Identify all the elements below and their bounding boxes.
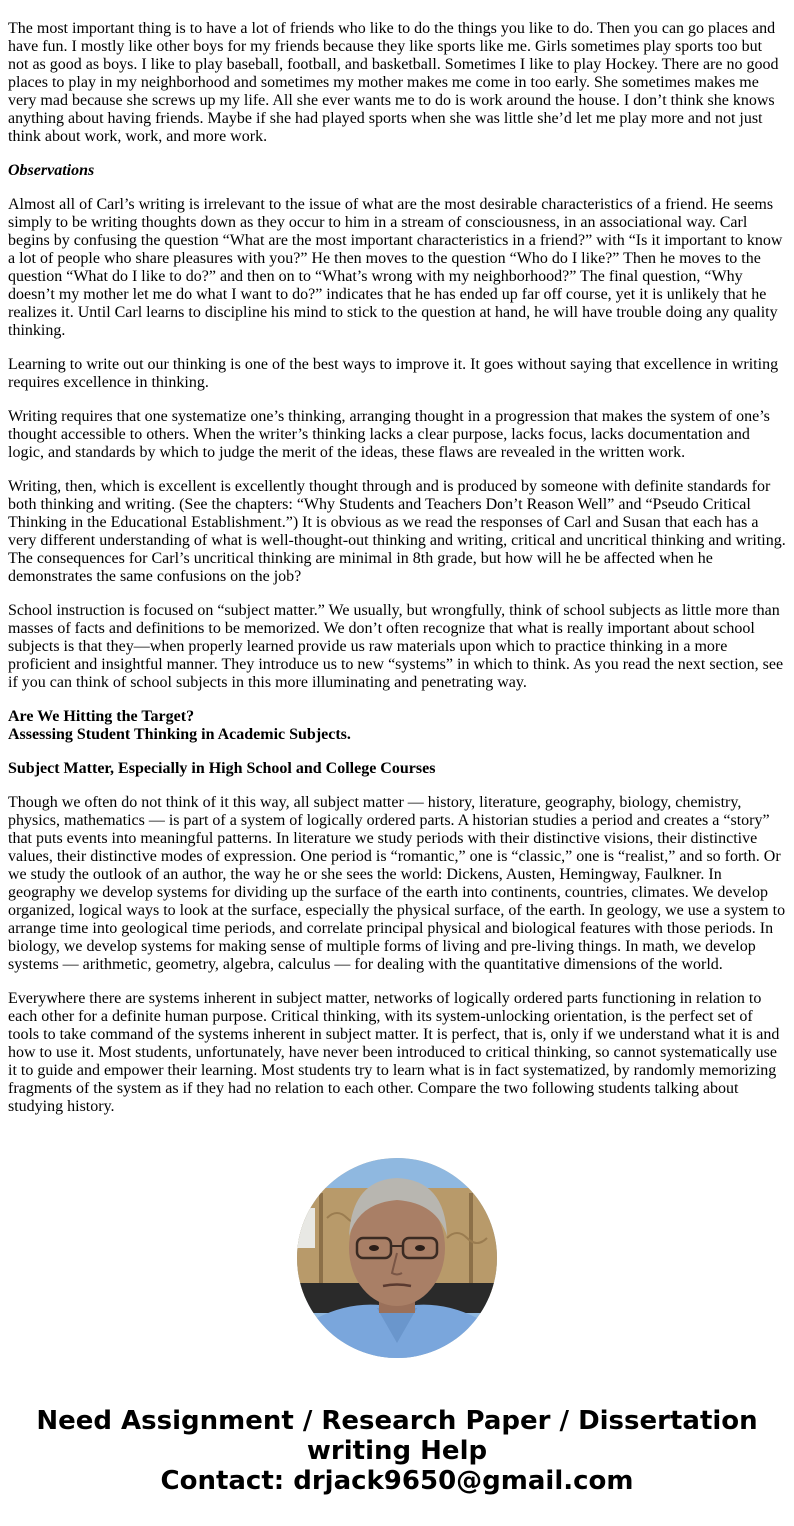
section-heading-target <box>8 708 786 744</box>
observations-heading: Observations <box>8 162 95 179</box>
paragraph-writing-requires: Writing requires that one systematize one’s thinking, arranging thought in a progression that makes the system of one’s thought accessible to others. When the writer’s thinking lacks a clear purpose, lacks focus, lacks documentation and logic, and standards by which to judge the merit of the ideas, these flaws are revealed in the written work. <box>8 408 770 461</box>
paragraph-writing-then: Writing, then, which is excellent is excellently thought through and is produced by someone with definite standards for both thinking and writing. (See the chapters: “Why Students and Teachers Don’t Reason Well” and “Pseudo Critical Thinking in the Educational Establishment.”) It is obvious as we read the responses of Carl and Susan that each has a very different understanding of what is well-thought-out thinking and writing, critical and uncritical thinking and writing. The consequences for Carl’s uncritical thinking are minimal in 8th grade, but how will he be affected when he demonstrates the same confusions on the job? <box>8 478 786 585</box>
section-heading-target-line2: Assessing Student Thinking in Academic Subjects. <box>8 726 351 743</box>
paragraph-subject-matter: Though we often do not think of it this way, all subject matter — history, literature, geography, biology, chemistry, physics, mathematics — is part of a system of logically ordered parts. A historian studies a period and creates a “story” that puts events into meaningful patterns. In literature we study periods with their distinctive visions, their distinctive values, their distinctive modes of expression. One period is “romantic,” one is “classic,” one is “realist,” and so forth. Or we study the outlook of an author, the way he or she sees the world: Dickens, Austen, Hemingway, Faulkner. In geography we develop systems for dividing up the surface of the earth into continents, countries, climates. We develop organized, logical ways to look at the surface, especially the physical surface, of the earth. In geology, we use a system to arrange time into geological time periods, and correlate principal physical and biological features with those periods. In biology, we develop systems for making sense of multiple forms of living and pre-living things. In math, we develop systems — arithmetic, geometry, algebra, calculus — for dealing with the quantitative dimensions of the world. <box>8 794 786 973</box>
contact-banner <box>0 1406 794 1526</box>
contact-banner-line1: Need Assignment / Research Paper / Dissertation <box>36 1406 758 1436</box>
section-heading-target-line1: Are We Hitting the Target? <box>8 708 195 725</box>
section-heading-subject-matter: Subject Matter, Especially in High School and College Courses <box>8 760 436 777</box>
profile-photo <box>297 1158 497 1358</box>
paragraph-observations: Almost all of Carl’s writing is irrelevant to the issue of what are the most desirable characteristics of a friend. He seems simply to be writing thoughts down as they occur to him in a stream of consciousness, in an associational way. Carl begins by confusing the question “What are the most important characteristics in a friend?” with “Is it important to know a lot of people who share pleasures with you?” He then moves to the question “Who do I like?” Then he moves to the question “What do I like to do?” and then on to “What’s wrong with my neighborhood?” The final question, “Why doesn’t my mother let me do what I want to do?” indicates that he has ended up far off course, yet it is unlikely that he realizes it. Until Carl learns to discipline his mind to stick to the question at hand, he will have trouble doing any quality thinking. <box>8 196 783 339</box>
paragraph-learning-to-write: Learning to write out our thinking is one of the best ways to improve it. It goes without saying that excellence in writing requires excellence in thinking. <box>8 356 779 391</box>
paragraph-school-instruction: School instruction is focused on “subject matter.” We usually, but wrongfully, think of school subjects as little more than masses of facts and definitions to be memorized. We don’t often recognize that what is really important about school subjects is that they—when properly learned provide us raw materials upon which to practice thinking in a more proficient and insightful manner. They introduce us to new “systems” in which to think. As you read the next section, see if you can think of school subjects in this more illuminating and penetrating way. <box>8 602 784 691</box>
paragraph-carl-response: The most important thing is to have a lot of friends who like to do the things you like to do. Then you can go places and have fun. I mostly like other boys for my friends because they like sports like me. Girls sometimes play sports too but not as good as boys. I like to play baseball, football, and basketball. Sometimes I like to play Hockey. There are no good places to play in my neighborhood and sometimes my mother makes me come in too early. She sometimes makes me very mad because she screws up my life. All she ever wants me to do is work around the house. I don’t think she knows anything about having friends. Maybe if she had played sports when she was little she’d let me play more and not just think about work, work, and more work. <box>8 20 779 145</box>
contact-banner-line2: writing Help <box>306 1436 488 1466</box>
paragraph-systems-inherent: Everywhere there are systems inherent in subject matter, networks of logically ordered parts functioning in relation to each other for a definite human purpose. Critical thinking, with its system-unlocking orientation, is the perfect set of tools to take command of the systems inherent in subject matter. It is perfect, that is, only if we understand what it is and how to use it. Most students, unfortunately, have never been introduced to critical thinking, so cannot systematically use it to guide and empower their learning. Most students try to learn what is in fact systematized, by randomly memorizing fragments of the system as if they had no relation to each other. Compare the two following students talking about studying history. <box>8 990 780 1115</box>
contact-email: Contact: drjack9650@gmail.com <box>160 1466 634 1496</box>
profile-photo-section <box>0 1146 794 1376</box>
portrait-image <box>297 1158 497 1358</box>
